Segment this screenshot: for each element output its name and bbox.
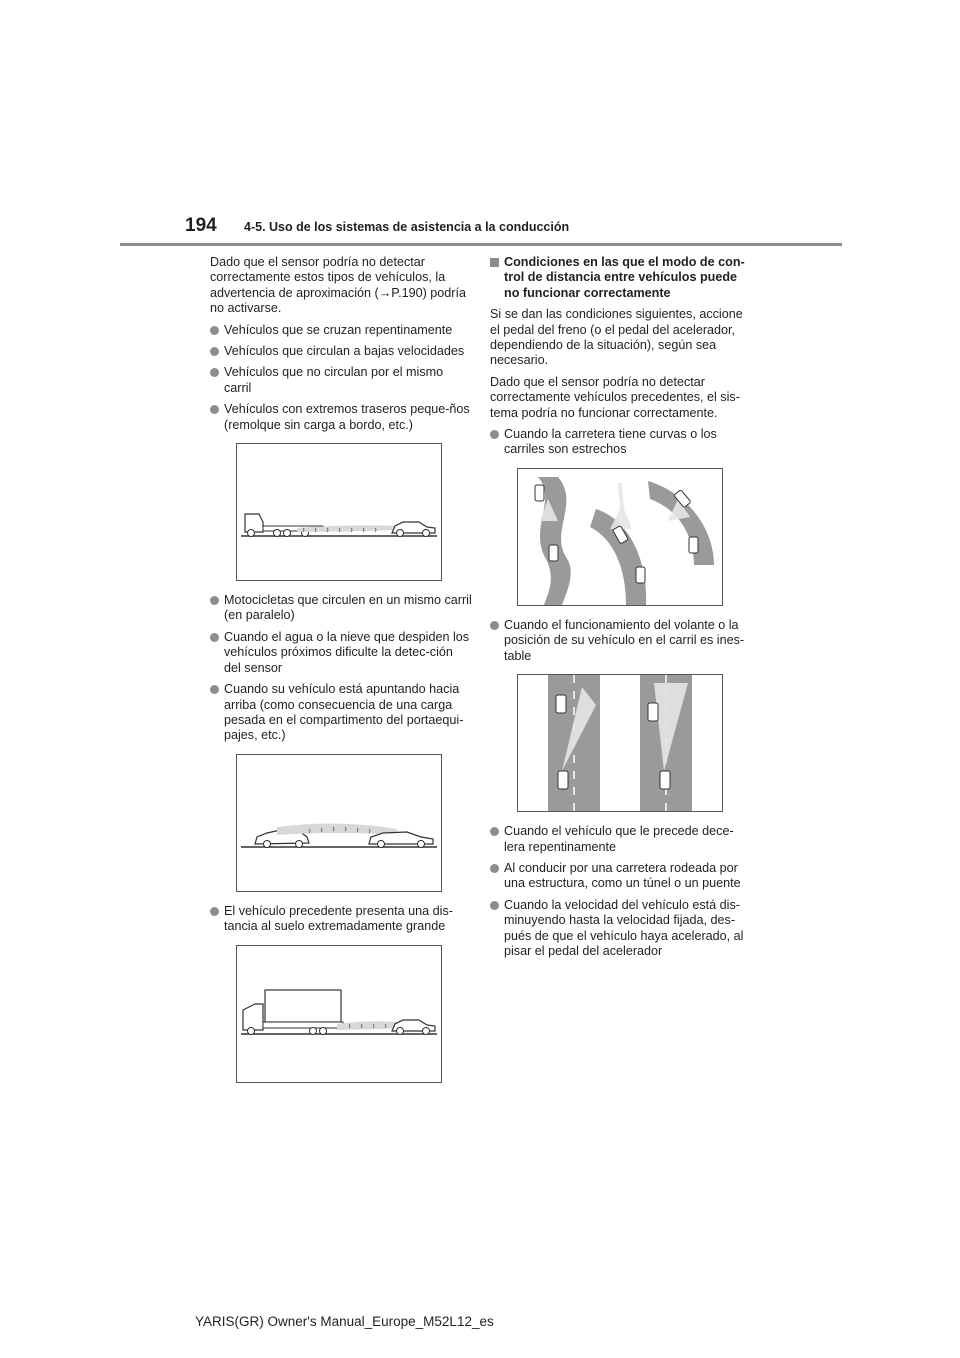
right-column <box>490 255 752 965</box>
lane-position-illustration <box>517 674 723 812</box>
truck-trailer-illustration <box>236 443 442 581</box>
list-item: Cuando la velocidad del vehículo está dis-minuyendo hasta la velocidad fijada, des-pués de que el vehículo haya acelerado, al pisar el pedal del acelerador <box>490 898 752 960</box>
list-item: Vehículos que se cruzan repentinamente <box>210 323 472 338</box>
high-clearance-truck-illustration <box>236 945 442 1083</box>
curved-roads-illustration <box>517 468 723 606</box>
header-rule <box>120 243 842 246</box>
list-item: Cuando su vehículo está apuntando hacia arriba (como consecuencia de una carga pesada en el compartimento del portaequi-pajes, etc.) <box>210 682 472 744</box>
list-item: Vehículos que no circulan por el mismo carril <box>210 365 472 396</box>
list-item: Vehículos que circulan a bajas velocidades <box>210 344 472 359</box>
intro-paragraph: Dado que el sensor podría no detectar correctamente estos tipos de vehículos, la advertencia de aproximación (→P.190) podría no activarse. <box>210 255 466 316</box>
paragraph: Dado que el sensor podría no detectar correctamente vehículos precedentes, el sis-tema podría no funcionar correctamente. <box>490 374 740 420</box>
section-title: 4-5. Uso de los sistemas de asistencia a la conducción <box>244 220 570 234</box>
vehicle-tilted-illustration <box>236 754 442 892</box>
left-column <box>210 255 472 1095</box>
list-item: Cuando el funcionamiento del volante o la posición de su vehículo en el carril es ines-table <box>490 618 752 664</box>
list-item: Vehículos con extremos traseros peque-ños (remolque sin carga a bordo, etc.) <box>210 402 472 433</box>
conditions-heading: Condiciones en las que el modo de con-trol de distancia entre vehículos puede no funcionar correctamente <box>490 255 752 301</box>
footer-manual-id: YARIS(GR) Owner's Manual_Europe_M52L12_es <box>195 1314 494 1329</box>
list-item: Cuando la carretera tiene curvas o los carriles son estrechos <box>490 427 752 458</box>
paragraph: Si se dan las condiciones siguientes, accione el pedal del freno (o el pedal del acelerador, dependiendo de la situación), según sea necesario. <box>490 307 743 368</box>
list-item: Cuando el vehículo que le precede dece-lera repentinamente <box>490 824 752 855</box>
list-item: Cuando el agua o la nieve que despiden los vehículos próximos dificulte la detec-ción del sensor <box>210 630 472 676</box>
page-number: 194 <box>185 215 217 236</box>
list-item: Motocicletas que circulen en un mismo carril (en paralelo) <box>210 593 472 624</box>
list-item: El vehículo precedente presenta una dis-tancia al suelo extremadamente grande <box>210 904 472 935</box>
list-item: Al conducir por una carretera rodeada por una estructura, como un túnel o un puente <box>490 861 752 892</box>
